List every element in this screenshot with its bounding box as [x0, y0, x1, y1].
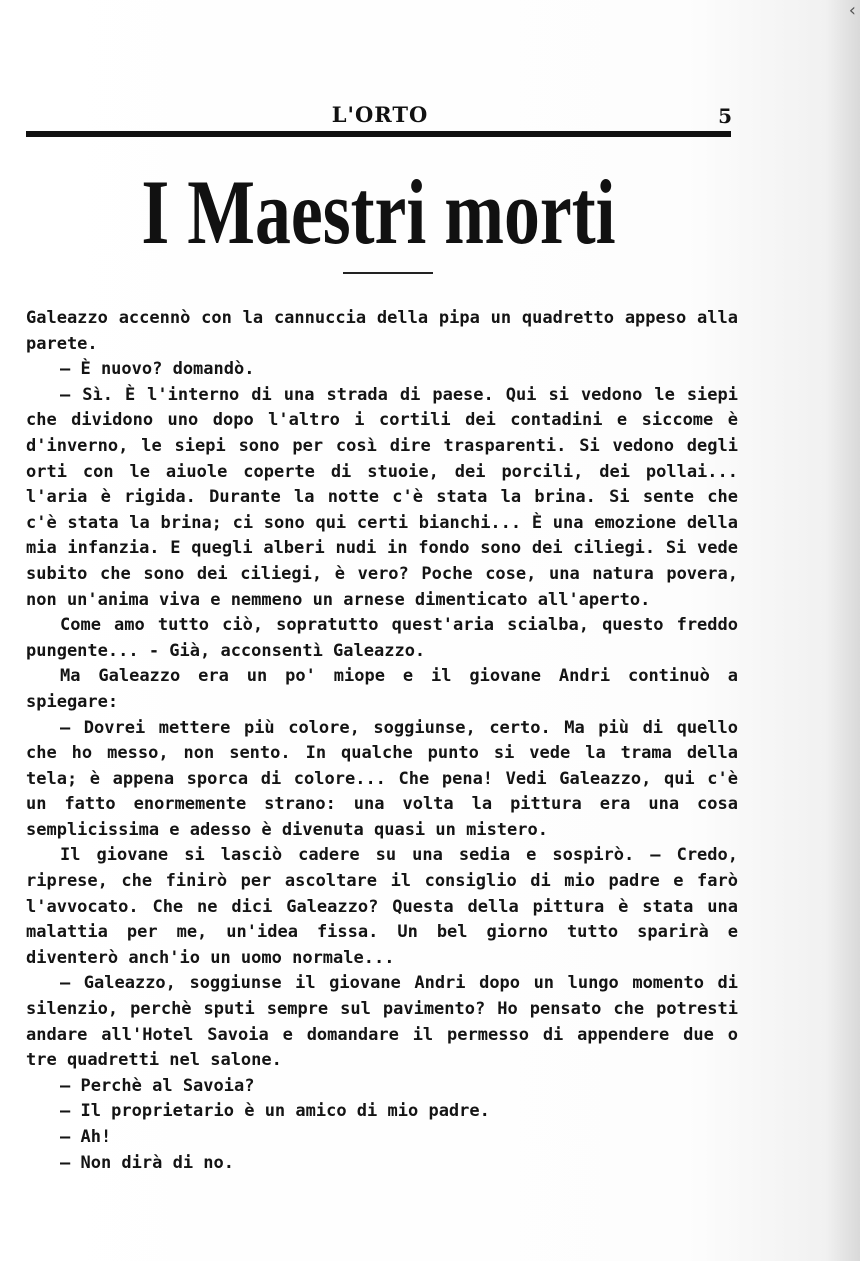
paragraph: Galeazzo accennò con la cannuccia della pipa un quadretto appeso alla parete.	[26, 308, 738, 354]
running-header	[26, 100, 734, 130]
paragraph: — Non dirà di no.	[60, 1152, 234, 1173]
page-edge-mark: ‹	[848, 0, 856, 21]
paragraph: — Ah!	[60, 1127, 112, 1147]
article-title: I Maestri morti	[141, 161, 616, 263]
title-divider	[343, 272, 433, 274]
page-number: 5	[718, 104, 732, 128]
paragraph: — Perchè al Savoia?	[60, 1075, 255, 1096]
paragraph: Come amo tutto ciò, sopratutto quest'aria scialba, questo freddo pungente... - Già, acconsentì Galeazzo.	[26, 615, 738, 661]
paragraph: — Sì. È l'interno di una strada di paese. Qui si vedono le siepi che dividono uno dopo l'altro i cortili dei contadini e siccome è d'inverno, le siepi sono per così dire trasparenti. Si vedono degli orti con le aiuole coperte di stuoie, dei porcili, dei pollai... l'aria è rigida. Durante la notte c'è stata la brina. Si sente che c'è stata la brina; ci sono qui certi bianchi... È una emozione della mia infanzia. E quegli alberi nudi in fondo sono dei ciliegi. Si vede subito che sono dei ciliegi, è vero? Poche cose, una natura povera, non un'anima viva e nemmeno un arnese dimenticato all'aperto.	[26, 384, 738, 610]
journal-name: L'ORTO	[331, 102, 429, 127]
header-rule	[26, 131, 731, 137]
paragraph: — Dovrei mettere più colore, soggiunse, certo. Ma più di quello che ho messo, non sento. In qualche punto si vede la trama della tela; è appena sporca di colore... Che pena! Vedi Galeazzo, qui c'è un fatto enormemente strano: una volta la pittura era una cosa semplicissima e adesso è divenuta quasi un mistero.	[26, 717, 738, 840]
article-body	[26, 306, 738, 1176]
paragraph: Ma Galeazzo era un po' miope e il giovane Andri continuò a spiegare:	[26, 666, 738, 712]
paragraph: Il giovane si lasciò cadere su una sedia e sospirò. — Credo, riprese, che finirò per ascoltare il consiglio di mio padre e farò l'avvocato. Che ne dici Galeazzo? Questa della pittura è stata una malattia per me, un'idea fissa. Un bel giorno tutto sparirà e diventerò anch'io un uomo normale...	[26, 845, 738, 968]
paragraph: — È nuovo? domandò.	[60, 359, 255, 380]
paragraph: — Galeazzo, soggiunse il giovane Andri dopo un lungo momento di silenzio, perchè sputi sempre sul pavimento? Ho pensato che potresti andare all'Hotel Savoia e domandare il permesso di appendere due o tre quadretti nel salone.	[26, 973, 738, 1071]
paragraph: — Il proprietario è un amico di mio padre.	[60, 1101, 490, 1122]
